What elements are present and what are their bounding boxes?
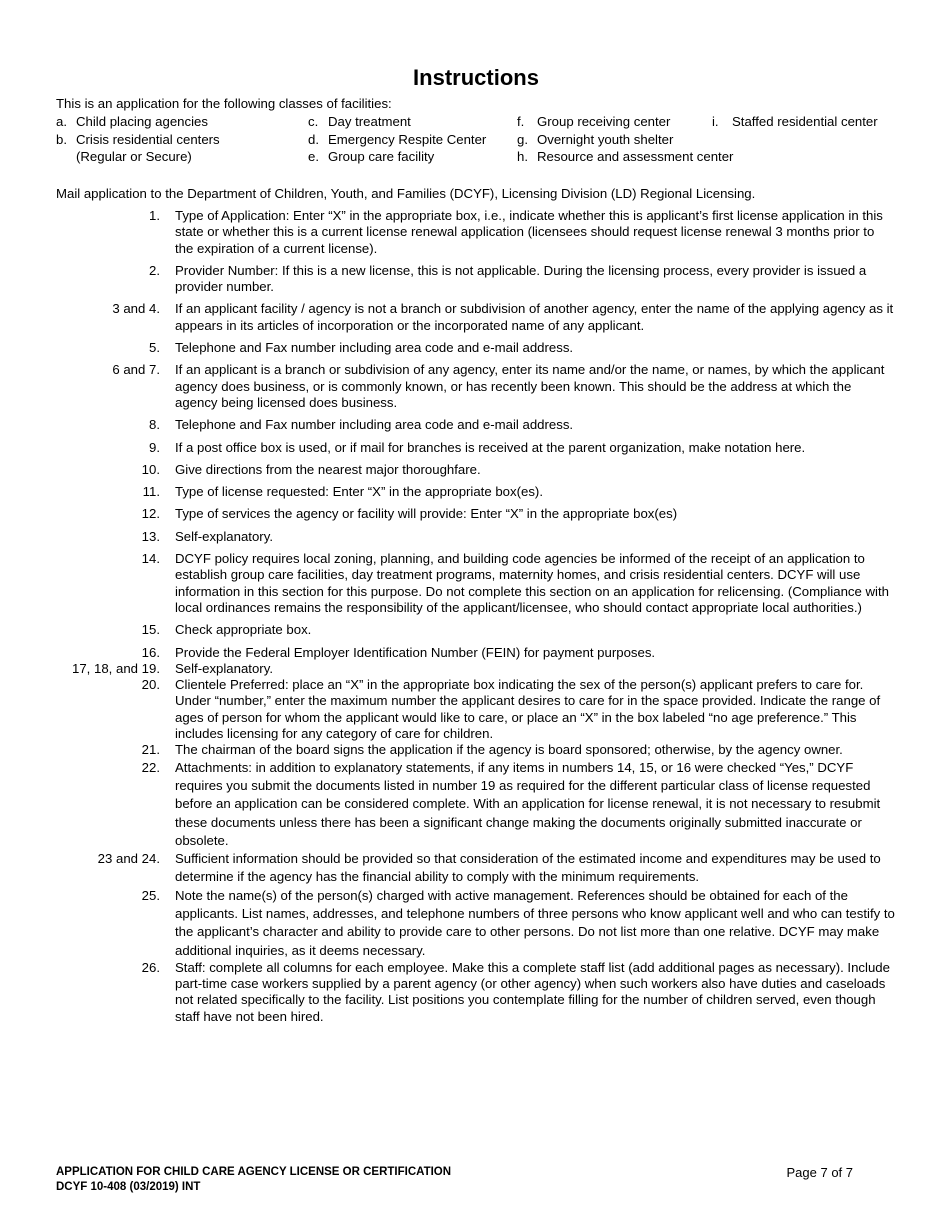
- form-number: DCYF 10-408 (03/2019) INT: [56, 1181, 201, 1193]
- item-number: 21.: [141, 742, 160, 758]
- instruction-list: [56, 208, 896, 1025]
- facility-class: f. Group receiving center: [517, 114, 671, 129]
- item-text: Sufficient information should be provided so that consideration of the estimated income and expenditures may be used to determine if the agency has the financial ability to comply with the minimum requirements.: [175, 851, 881, 885]
- instruction-item: [56, 362, 896, 411]
- instruction-item: [56, 462, 896, 478]
- item-number: 2.: [149, 262, 160, 278]
- mailing-instructions: Mail application to the Department of Children, Youth, and Families (DCYF), Licensing Division (LD) Regional Licensing.: [56, 186, 756, 201]
- item-text: Self-explanatory.: [175, 660, 273, 676]
- instruction-item: [56, 484, 896, 500]
- item-number: 16.: [141, 644, 160, 660]
- instruction-item: [56, 440, 896, 456]
- item-text: Check appropriate box.: [175, 622, 312, 638]
- facility-class: i. Staffed residential center: [712, 114, 878, 129]
- facility-class: b. Crisis residential centers: [56, 131, 220, 147]
- item-text: Give directions from the nearest major thoroughfare.: [175, 461, 481, 477]
- instruction-item: [56, 960, 896, 1025]
- item-text: Clientele Preferred: place an “X” in the appropriate box indicating the sex of the person(s) applicant prefers to care for. Under “number,” enter the maximum number the applicant desires to care for in the space provided. Indicate the range of ages of person for whom the applicant would like to care, or place an “X” in the box labeled “no age preference.” This includes licensing for any category of care for children.: [175, 677, 881, 742]
- item-text: Self-explanatory.: [175, 528, 273, 544]
- item-text: If a post office box is used, or if mail for branches is received at the parent organization, make notation here.: [175, 439, 806, 455]
- instruction-item: [56, 742, 896, 758]
- facility-column: [308, 114, 486, 167]
- form-title: APPLICATION FOR CHILD CARE AGENCY LICENSE OR CERTIFICATION: [56, 1166, 452, 1178]
- instruction-item: [56, 340, 896, 356]
- item-number: 13.: [141, 528, 160, 544]
- form-footer: [56, 1165, 451, 1195]
- item-text: Type of Application: Enter “X” in the appropriate box, i.e., indicate whether this is applicant’s first license application in this state or whether this is a current license renewal application (licensees should request license renewal 3 months prior to the expiration of a current license).: [175, 208, 883, 256]
- facility-column: [56, 114, 220, 167]
- item-text: Type of license requested: Enter “X” in the appropriate box(es).: [175, 484, 543, 500]
- item-text: Staff: complete all columns for each employee. Make this a complete staff list (add additional pages as necessary). Include part-time case workers supplied by a parent agency (or other agency) when such workers also have duties and caseloads not related specifically to the facility. List positions you contemplate filling for the number of children served, even though staff have not been hired.: [175, 959, 890, 1024]
- instruction-item: [56, 622, 896, 638]
- item-number: 25.: [141, 887, 160, 903]
- page-title: Instructions: [413, 65, 539, 90]
- instruction-item: [56, 417, 896, 433]
- item-text: The chairman of the board signs the application if the agency is board sponsored; otherwise, by the agency owner.: [175, 742, 843, 758]
- item-number: 6 and 7.: [112, 362, 160, 378]
- item-text: If an applicant is a branch or subdivision of any agency, enter its name and/or the name, or names, by which the applicant agency does business, or is commonly known, or has recently been known. This should be the address at which the agency being licensed does business.: [175, 362, 885, 410]
- item-text: If an applicant facility / agency is not a branch or subdivision of another agency, enter the name of the applying agency as it appears in its articles of incorporation or the incorporated name of any applicant.: [175, 301, 894, 333]
- facility-class: c. Day treatment: [308, 114, 411, 129]
- item-number: 23 and 24.: [97, 851, 160, 867]
- instruction-item: [56, 551, 896, 616]
- instruction-item: [56, 677, 896, 742]
- item-number: 20.: [141, 677, 160, 693]
- facility-class: d. Emergency Respite Center: [308, 131, 487, 147]
- item-number: 1.: [149, 208, 160, 223]
- item-text: Telephone and Fax number including area code and e-mail address.: [175, 340, 574, 356]
- facility-class: (Regular or Secure): [76, 149, 192, 164]
- item-number: 3 and 4.: [112, 301, 160, 317]
- item-number: 14.: [141, 551, 160, 567]
- instruction-item: [56, 887, 896, 960]
- facility-class: g. Overnight youth shelter: [517, 131, 674, 147]
- item-text: Note the name(s) of the person(s) charged with active management. References should be obtained for each of the applicants. List names, addresses, and telephone numbers of three persons who know applicant well and who can testify to the applicant’s character and ability to provide care to other persons. Do not list more than one relative. DCYF may make additional inquiries, as it deems necessary.: [175, 887, 895, 958]
- instruction-item: [56, 645, 896, 661]
- item-text: DCYF policy requires local zoning, planning, and building code agencies be informed of the receipt of an application to establish group care facilities, day treatment programs, maternity homes, and crisis residential centers. DCYF will use information in this section for this purpose. Do not complete this section on an application for relicensing. (Compliance with local ordinances remains the responsibility of the applicant/licensee, who should contact appropriate local authorities.): [175, 551, 889, 615]
- instruction-item: [56, 661, 896, 677]
- item-number: 9.: [149, 439, 160, 455]
- item-text: Provider Number: If this is a new license, this is not applicable. During the licensing process, every provider is issued a provider number.: [175, 262, 867, 295]
- item-number: 26.: [141, 959, 160, 975]
- intro-text: This is an application for the following classes of facilities:: [56, 96, 392, 111]
- item-number: 17, 18, and 19.: [72, 660, 160, 676]
- item-text: Provide the Federal Employer Identification Number (FEIN) for payment purposes.: [175, 644, 656, 660]
- item-text: Telephone and Fax number including area code and e-mail address.: [175, 417, 574, 433]
- item-number: 11.: [142, 484, 160, 500]
- page-number: Page 7 of 7: [786, 1165, 853, 1180]
- item-number: 12.: [141, 506, 160, 522]
- item-text: Type of services the agency or facility will provide: Enter “X” in the appropriate box(es): [175, 506, 678, 522]
- instruction-item: [56, 263, 896, 296]
- facility-class: a. Child placing agencies: [56, 114, 208, 129]
- instruction-item: [56, 529, 896, 545]
- item-number: 8.: [149, 417, 160, 433]
- instruction-item: [56, 506, 896, 522]
- instruction-item: [56, 301, 896, 334]
- instruction-item: [56, 850, 896, 887]
- facility-class: h. Resource and assessment center: [517, 149, 734, 164]
- item-number: 22.: [141, 759, 160, 775]
- instruction-item: [56, 208, 896, 257]
- item-number: 10.: [141, 461, 160, 477]
- item-text: Attachments: in addition to explanatory statements, if any items in numbers 14, 15, or 16 were checked “Yes,” DCYF requires you submit the documents listed in number 19 as required for the different particular class of license requested before an application can be considered complete. With an application for license renewal, it is not necessary to resubmit these documents unless there has been a significant change making the documents originally submitted inaccurate or obsolete.: [175, 759, 881, 848]
- facility-column: [712, 114, 878, 132]
- item-number: 5.: [149, 340, 160, 356]
- facility-class: e. Group care facility: [308, 149, 435, 164]
- instruction-item: [56, 759, 896, 850]
- facility-column: [517, 114, 733, 167]
- item-number: 15.: [141, 622, 160, 638]
